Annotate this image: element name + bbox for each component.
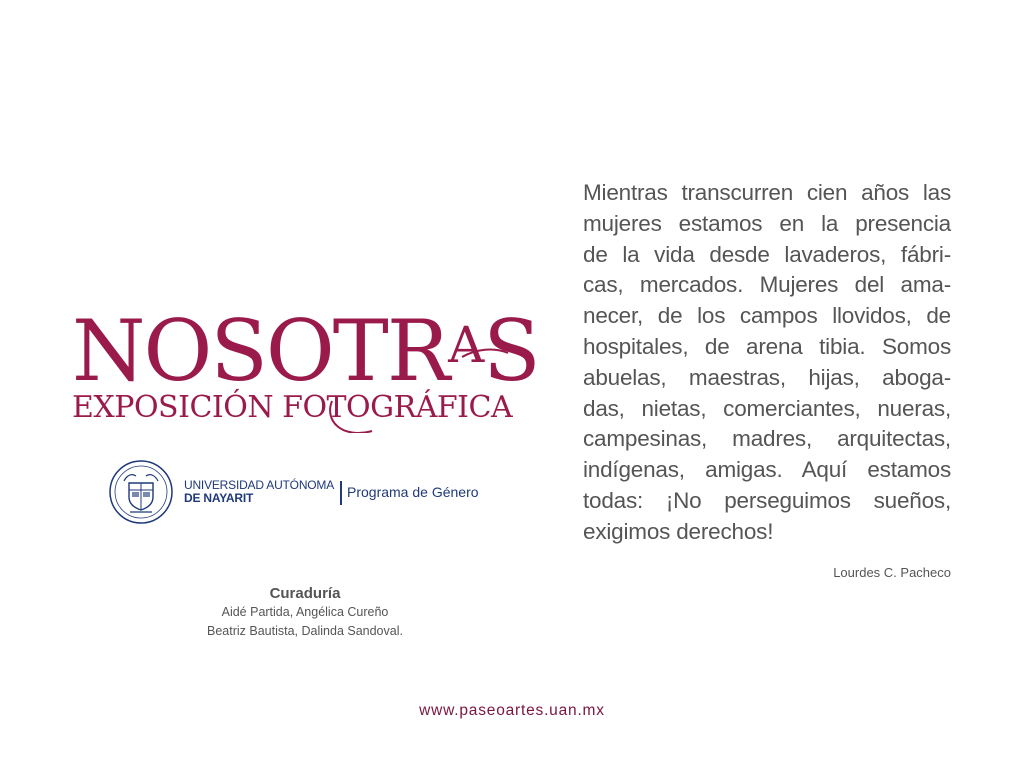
title-main-ras [386, 302, 539, 400]
quote-paragraph [583, 178, 951, 548]
title-letter-s: S [483, 302, 539, 400]
quote-line: necer, de los campos llovidos, de [583, 303, 951, 329]
university-seal-icon [108, 459, 174, 525]
quote-line: mujeres estamos en la presencia [583, 210, 951, 236]
title-letter-r: R [386, 302, 449, 400]
quote-author: Lourdes C. Pacheco [833, 565, 951, 580]
sponsor-logos [108, 457, 508, 527]
title-main [72, 302, 539, 400]
quote-line: hospitales, de arena tibia. Somos [583, 333, 951, 359]
quote-line: todas: ¡No perseguimos sueños, [583, 487, 951, 513]
curators-line-2: Beatriz Bautista, Dalinda Sandoval. [207, 624, 403, 638]
logo-divider [340, 481, 342, 505]
program-name: Programa de Género [347, 484, 479, 500]
quote-line: das, nietas, comerciantes, nueras, [583, 395, 951, 421]
quote-line: de la vida desde lavaderos, fábri- [583, 241, 951, 267]
quote-line: cas, mercados. Mujeres del ama- [583, 272, 951, 298]
curatorship-credits [170, 584, 440, 641]
quote-line: exigimos derechos! [583, 518, 774, 544]
university-name [184, 479, 334, 504]
quote-line: campesinas, madres, arquitectas, [583, 426, 951, 452]
university-name-line2: DE NAYARIT [184, 491, 254, 505]
title-letter-a: A [448, 316, 484, 374]
exhibition-title [72, 302, 539, 425]
quote-line: abuelas, maestras, hijas, aboga- [583, 364, 951, 390]
university-name-line1: UNIVERSIDAD AUTÓNOMA [184, 478, 335, 492]
title-main-prefix: NOSOT [72, 302, 387, 400]
exhibition-subtitle: EXPOSICIÓN FOTOGRÁFICA [72, 390, 513, 425]
curatorship-heading: Curaduría [269, 585, 341, 602]
website-url[interactable]: www.paseoartes.uan.mx [419, 702, 605, 719]
quote-line: indígenas, amigas. Aquí estamos [583, 457, 951, 483]
quote-line: Mientras transcurren cien años las [583, 180, 951, 205]
curators-line-1: Aidé Partida, Angélica Cureño [221, 605, 389, 619]
